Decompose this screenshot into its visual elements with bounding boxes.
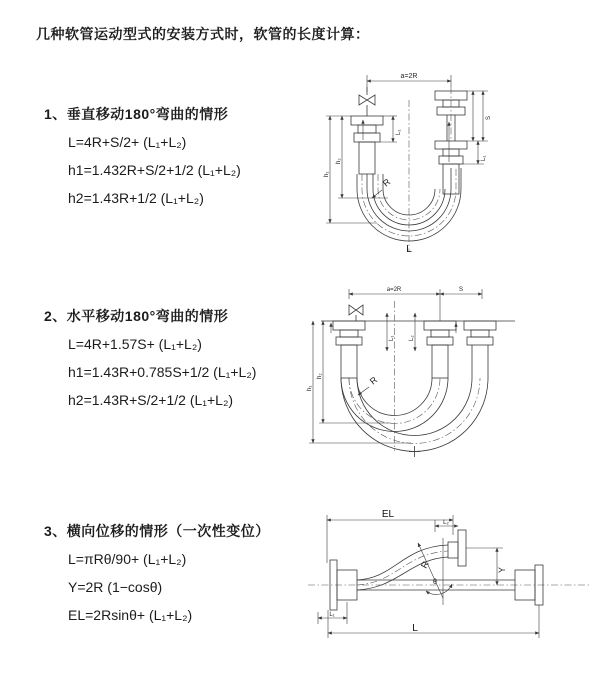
braided-hose-middle [432,345,448,378]
dim-label-s: S [458,287,464,293]
radius-leader [358,387,369,395]
formula-line: Y=2R (1−cosθ) [68,579,163,595]
formula-line: L=4R+S/2+ (L₁+L₂) [68,134,187,150]
page-title: 几种软管运动型式的安装方式时，软管的长度计算： [36,26,370,42]
formula-line: h2=1.43R+S/2+1/2 (L₁+L₂) [68,392,234,408]
dim-label-y: Y [497,566,507,573]
radius-label: R [380,176,393,189]
dim-label-l1: L₁ [389,335,395,341]
flange-right-lower [435,141,467,164]
dim-label-s: S [486,115,492,120]
dim-label-h2: h₂ [336,158,342,164]
dim-label-l2: L₂ [409,335,415,341]
section-vertical-180 [44,104,241,212]
flange-middle [424,321,456,345]
dim-label-h1: h₁ [307,385,313,391]
radius-label: R [367,374,380,387]
formula-line: h2=1.43R+1/2 (L₁+L₂) [68,190,204,206]
dim-label-l: L [412,623,418,634]
section-heading: 1、垂直移动180°弯曲的情形 [44,106,229,122]
dim-label-h1: h₁ [324,171,330,177]
flange-displaced [448,530,466,566]
dim-label-l1-right: L₁ [481,155,487,161]
length-label: L [406,244,412,255]
dim-label-h2: h₂ [317,373,323,379]
formula-line: h1=1.432R+S/2+1/2 (L₁+L₂) [68,162,241,178]
section-heading: 3、横向位移的情形（一次性变位） [44,523,270,539]
dim-label-l2: L₂ [443,520,449,526]
flange-right-displaced [464,321,496,345]
braided-hose-left [359,142,375,174]
flange-left [351,116,383,142]
section-lateral-displacement [44,521,270,629]
formula-line: L=4R+1.57S+ (L₁+L₂) [68,336,202,352]
dim-label-a2r: a=2R [400,73,418,80]
braided-hose-left [341,345,357,378]
dim-label-el: EL [381,509,395,520]
dim-label-a2r: a=2R [386,287,402,293]
formula-line: h1=1.43R+0.785S+1/2 (L₁+L₂) [68,364,257,380]
valve-icon [349,305,363,321]
diagram-lateral-displacement [300,505,600,650]
section-heading: 2、水平移动180°弯曲的情形 [44,308,229,324]
diagram-horizontal-180-bend [303,283,597,473]
flange-left [333,321,365,345]
formula-line: EL=2Rsinθ+ (L₁+L₂) [68,607,193,623]
formula-line: L=πRθ/90+ (L₁+L₂) [68,551,187,567]
valve-icon [359,87,375,116]
diagram-vertical-180-bend [302,62,594,260]
radius-label: R [418,559,431,570]
section-horizontal-180 [44,306,256,414]
angle-label: θ [433,579,437,586]
dim-label-l1: L₁ [329,612,335,618]
dim-label-l1-left: L₁ [396,129,402,135]
